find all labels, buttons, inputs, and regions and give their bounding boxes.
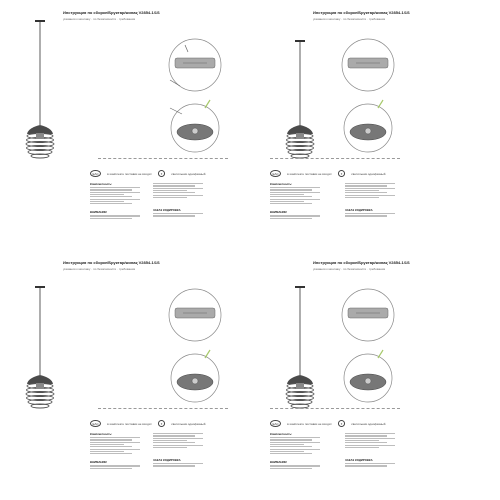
certification-badge: EAC [90, 170, 101, 177]
warning-heading: ВНИМАНИЕ! [270, 210, 288, 215]
sheet-title: Инструкция по сборке/Бруктар/жинақ V2854-1/1S [63, 260, 160, 265]
order-code-heading: ЗАКАЗ КОДИРОВКА [153, 207, 181, 212]
quadrant-top-left [0, 0, 250, 250]
specs-column [90, 432, 140, 470]
note-text: в комплекте поставки не входит [287, 171, 332, 176]
note-text: в комплекте поставки не входит [107, 171, 152, 176]
approval-badge: ✦ [158, 420, 166, 427]
approval-badge: ✦ [338, 420, 346, 427]
specs-column [270, 432, 320, 470]
note-text: в комплекте поставки не входит [287, 421, 332, 426]
certification-badge: EAC [270, 170, 281, 177]
contents-column [345, 432, 395, 468]
approval-badge: ✦ [158, 170, 166, 177]
separator [98, 158, 228, 159]
certification-badge: EAC [90, 420, 101, 427]
separator [98, 408, 228, 409]
star-note: светильник однофазный [171, 171, 206, 176]
order-code-heading: ЗАКАЗ КОДИРОВКА [345, 207, 373, 212]
contents-column [153, 182, 203, 218]
specs-heading: Комплектность: [90, 182, 113, 186]
sheet-title: Инструкция по сборке/Бруктар/жинақ V2854-1/1S [63, 10, 160, 15]
sheet-title: Инструкция по сборке/Бруктар/жинақ V2854-1/1S [313, 260, 410, 265]
certification-badge: EAC [270, 420, 281, 427]
contents-column [345, 182, 395, 218]
specs-heading: Комплектность: [270, 432, 293, 436]
star-note: светильник однофазный [351, 171, 386, 176]
contents-column [153, 432, 203, 468]
warning-heading: ВНИМАНИЕ! [90, 460, 108, 465]
quadrant-top-right [250, 0, 500, 250]
specs-heading: Комплектность: [90, 432, 113, 436]
specs-heading: Комплектность: [270, 182, 293, 186]
specs-column [90, 182, 140, 220]
warning-heading: ВНИМАНИЕ! [90, 210, 108, 215]
star-note: светильник однофазный [171, 421, 206, 426]
separator [270, 408, 400, 409]
note-text: в комплекте поставки не входит [107, 421, 152, 426]
star-note: светильник однофазный [351, 421, 386, 426]
sheet-subtitle: указания к монтажу · по безопасности · требования [63, 17, 136, 21]
quadrant-bottom-right [250, 250, 500, 500]
sheet-subtitle: указания к монтажу · по безопасности · требования [313, 17, 386, 21]
order-code-heading: ЗАКАЗ КОДИРОВКА [153, 457, 181, 462]
approval-badge: ✦ [338, 170, 346, 177]
sheet-subtitle: указания к монтажу · по безопасности · требования [313, 267, 386, 271]
specs-column [270, 182, 320, 220]
quadrant-bottom-left [0, 250, 250, 500]
order-code-heading: ЗАКАЗ КОДИРОВКА [345, 457, 373, 462]
warning-heading: ВНИМАНИЕ! [270, 460, 288, 465]
sheet-title: Инструкция по сборке/Бруктар/жинақ V2854-1/1S [313, 10, 410, 15]
sheet-subtitle: указания к монтажу · по безопасности · требования [63, 267, 136, 271]
separator [270, 158, 400, 159]
